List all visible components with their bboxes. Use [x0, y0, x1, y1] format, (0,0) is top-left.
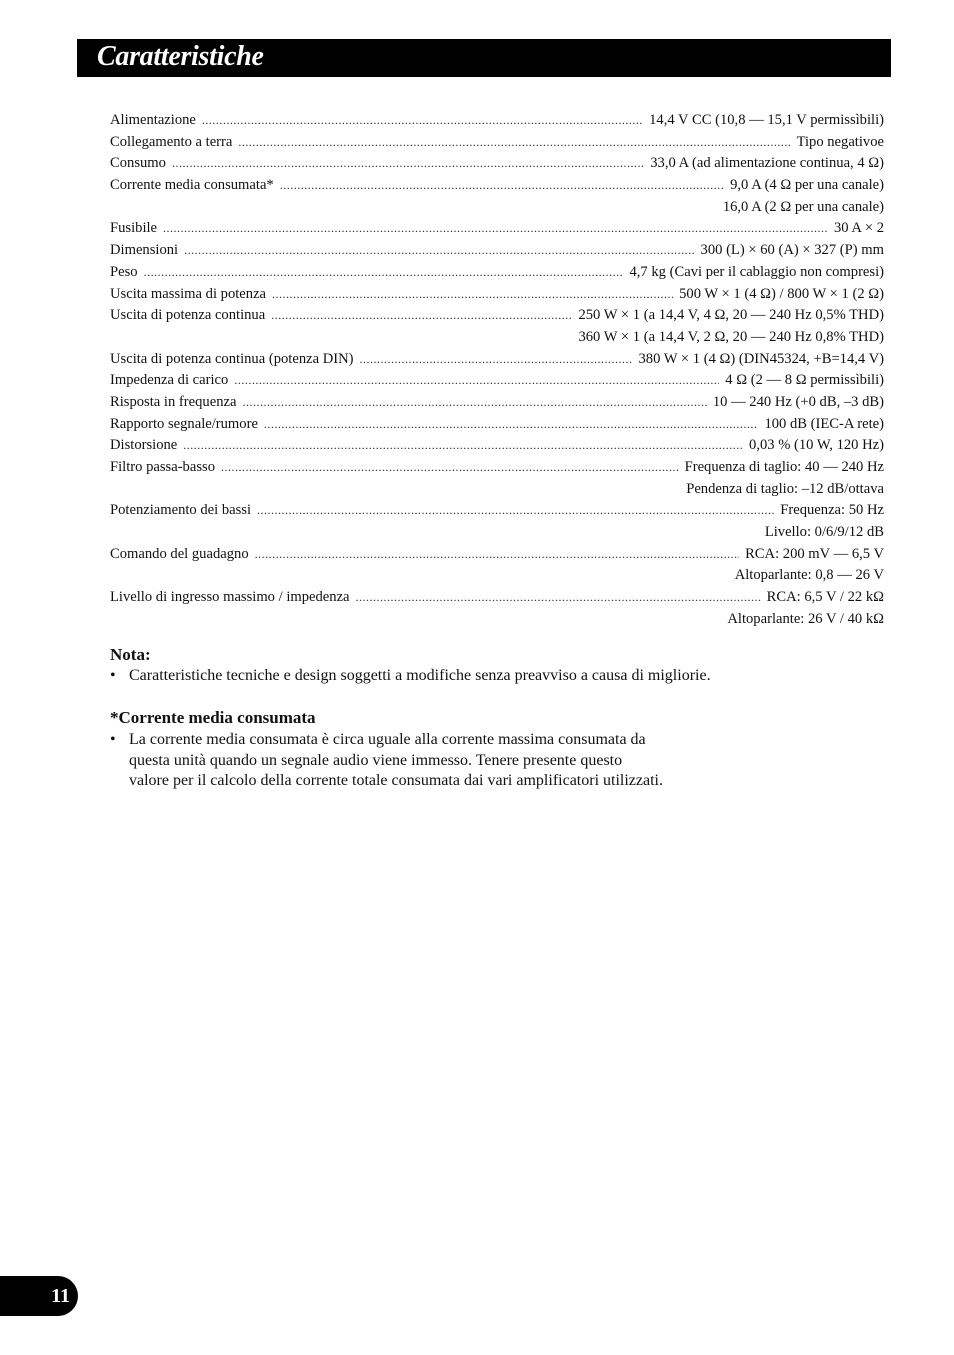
spec-value: Pendenza di taglio: –12 dB/ottava [686, 480, 884, 497]
spec-row [110, 134, 884, 156]
spec-row [110, 351, 884, 373]
spec-value: 4,7 kg (Cavi per il cablaggio non compresi) [629, 263, 884, 280]
dot-leader [238, 135, 790, 150]
current-note-heading: *Corrente media consumata [110, 708, 316, 727]
spec-label: Consumo [110, 155, 166, 172]
spec-value: 300 (L) × 60 (A) × 327 (P) mm [700, 242, 884, 259]
dot-leader [202, 113, 643, 128]
spec-row [110, 546, 884, 568]
spec-row [110, 264, 884, 286]
spec-value: 33,0 A (ad alimentazione continua, 4 Ω) [650, 155, 884, 172]
dot-leader [280, 178, 724, 193]
spec-label: Filtro passa-basso [110, 459, 215, 475]
dot-leader [356, 590, 761, 605]
spec-value: 0,03 % (10 W, 120 Hz) [749, 437, 884, 454]
dot-leader [221, 460, 679, 475]
current-note-line: valore per il calcolo della corrente totale consumata dai vari amplificatori utilizzati. [129, 772, 663, 789]
spec-label: Uscita di potenza continua (potenza DIN) [110, 350, 354, 367]
spec-row [110, 394, 884, 416]
spec-row [110, 567, 884, 589]
spec-label: Uscita di potenza continua [110, 307, 266, 324]
spec-value: RCA: 200 mV — 6,5 V [745, 545, 884, 562]
dot-leader [184, 243, 694, 258]
spec-label: Risposta in frequenza [110, 393, 237, 410]
spec-value: Tipo negativoe [796, 133, 884, 150]
spec-label: Corrente media consumata* [110, 177, 274, 194]
spec-row [110, 329, 884, 351]
dot-leader [234, 373, 719, 388]
spec-value: 16,0 A (2 Ω per una canale) [722, 198, 884, 215]
spec-row [110, 611, 884, 633]
spec-label: Uscita massima di potenza [110, 285, 267, 302]
spec-value: 100 dB (IEC-A rete) [764, 415, 884, 432]
dot-leader [272, 287, 673, 302]
spec-row [110, 242, 884, 264]
spec-label: Potenziamento dei bassi [110, 502, 252, 519]
dot-leader [264, 417, 759, 432]
spec-value: 14,4 V CC (10,8 — 15,1 V permissìbili) [649, 112, 884, 128]
spec-value: 500 W × 1 (4 Ω) / 800 W × 1 (2 Ω) [679, 285, 884, 302]
bullet-marker: • [110, 667, 116, 684]
spec-row [110, 307, 884, 329]
spec-row [110, 416, 884, 438]
dot-leader [242, 395, 706, 410]
dot-leader [172, 156, 644, 171]
dot-leader [183, 438, 743, 453]
dot-leader [271, 308, 572, 323]
section-title-bar [77, 39, 891, 77]
spec-value: Altoparlante: 0,8 — 26 V [734, 567, 884, 584]
spec-row [110, 286, 884, 308]
spec-label: Collegamento a terra [110, 133, 233, 150]
spec-value: RCA: 6,5 V / 22 kΩ [766, 589, 884, 606]
spec-row [110, 481, 884, 503]
dot-leader [163, 221, 828, 236]
spec-label: Distorsione [110, 437, 178, 454]
spec-label: Dimensioni [110, 242, 179, 259]
spec-row [110, 155, 884, 177]
spec-label: Impedenza di carico [110, 372, 229, 389]
dot-leader [360, 352, 633, 367]
spec-value: 380 W × 1 (4 Ω) (DIN45324, +B=14,4 V) [638, 350, 884, 367]
spec-value: Altoparlante: 26 V / 40 kΩ [727, 610, 884, 627]
spec-label: Fusibile [110, 220, 158, 237]
spec-row [110, 177, 884, 199]
spec-row [110, 112, 884, 134]
spec-value: 9,0 A (4 Ω per una canale) [730, 177, 884, 194]
dot-leader [255, 547, 739, 562]
spec-value: 250 W × 1 (a 14,4 V, 4 Ω, 20 — 240 Hz 0,5% THD) [578, 307, 884, 324]
spec-label: Comando del guadagno [110, 545, 249, 562]
current-note-line: questa unità quando un segnale audio viene immesso. Tenere presente questo [129, 751, 623, 769]
note-heading: Nota: [110, 645, 151, 664]
page-number: 11 [51, 1285, 70, 1307]
spec-row [110, 459, 884, 481]
spec-row [110, 372, 884, 394]
page-number-tab [0, 1276, 78, 1316]
dot-leader [257, 503, 774, 518]
spec-row [110, 589, 884, 611]
spec-label: Alimentazione [110, 112, 196, 128]
spec-label: Livello di ingresso massimo / impedenza [110, 589, 350, 606]
spec-row [110, 220, 884, 242]
spec-row [110, 437, 884, 459]
spec-row [110, 524, 884, 546]
bullet-marker: • [110, 731, 116, 748]
spec-label: Rapporto segnale/rumore [110, 415, 258, 432]
spec-value: 360 W × 1 (a 14,4 V, 2 Ω, 20 — 240 Hz 0,8% THD) [578, 328, 884, 345]
spec-value: 30 A × 2 [834, 220, 884, 237]
note-text: Caratteristiche tecniche e design soggetti a modifiche senza preavviso a causa di migliorie. [129, 667, 711, 684]
specifications-list [110, 112, 884, 633]
current-note-line: La corrente media consumata è circa uguale alla corrente massima consumata da [129, 731, 646, 748]
spec-row [110, 502, 884, 524]
spec-label: Peso [110, 263, 138, 280]
spec-value: 4 Ω (2 — 8 Ω permissìbili) [725, 372, 884, 389]
dot-leader [144, 265, 624, 280]
spec-value: 10 — 240 Hz (+0 dB, –3 dB) [712, 393, 884, 410]
page-title: Caratteristiche [97, 41, 264, 72]
spec-value: Frequenza di taglio: 40 — 240 Hz [684, 459, 884, 475]
spec-row [110, 199, 884, 221]
spec-value: Livello: 0/6/9/12 dB [764, 524, 884, 541]
spec-value: Frequenza: 50 Hz [780, 502, 884, 519]
